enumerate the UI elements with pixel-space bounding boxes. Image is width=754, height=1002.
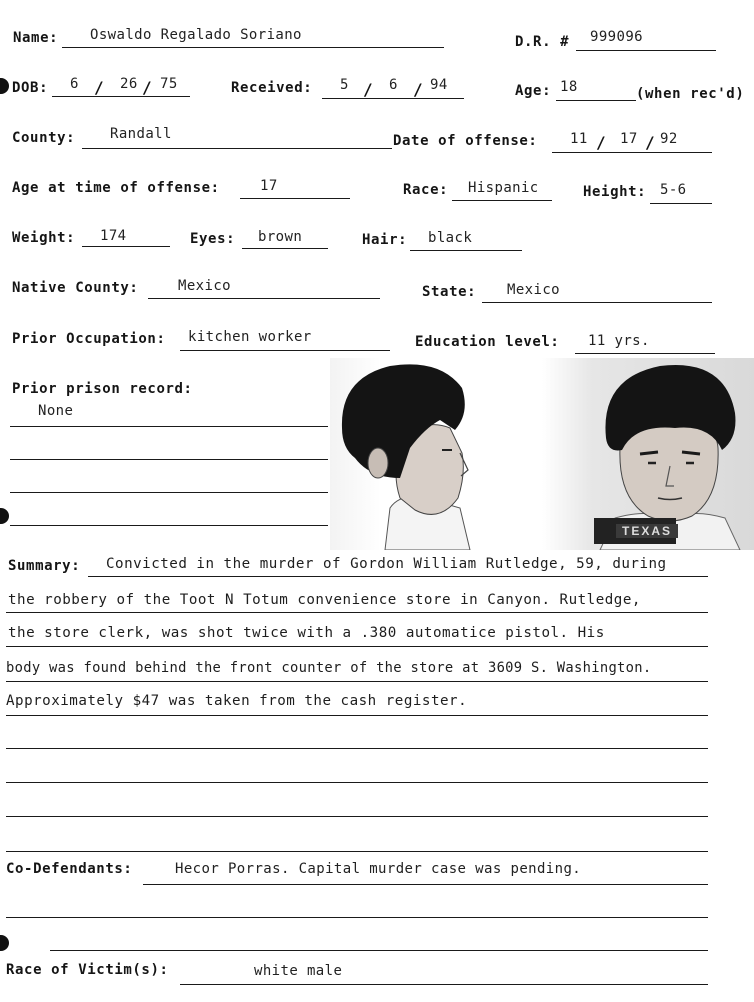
native-county-value: Mexico [178, 278, 231, 294]
dr-label: D.R. # [515, 34, 570, 50]
offense-day: 17 [620, 131, 638, 147]
summary-rule [6, 681, 708, 682]
age-offense-label: Age at time of offense: [12, 180, 220, 196]
weight-label: Weight: [12, 230, 76, 246]
placard-text: TEXAS [616, 524, 678, 538]
county-line [82, 148, 392, 149]
eyes-line [242, 248, 328, 249]
offense-date-label: Date of offense: [393, 133, 538, 149]
received-line [322, 98, 464, 99]
codefendants-rule [6, 917, 708, 918]
codefendants-label: Co-Defendants: [6, 861, 133, 877]
native-county-line [148, 298, 380, 299]
summary-rule [6, 715, 708, 716]
received-day: 6 [389, 77, 398, 93]
offense-month: 11 [570, 131, 588, 147]
binder-hole-mark [0, 508, 9, 524]
dob-year: 75 [160, 76, 178, 92]
prior-record-value: None [38, 403, 74, 419]
state-label: State: [422, 284, 477, 300]
hair-label: Hair: [362, 232, 408, 248]
height-value: 5-6 [660, 182, 687, 198]
age-line [556, 100, 636, 101]
prior-record-line [10, 426, 328, 427]
summary-rule [6, 782, 708, 783]
height-line [650, 203, 712, 204]
codefendants-rule [50, 950, 708, 951]
name-value: Oswaldo Regalado Soriano [90, 27, 302, 43]
occupation-value: kitchen worker [188, 329, 312, 345]
height-label: Height: [583, 184, 647, 200]
education-line [575, 353, 715, 354]
received-year: 94 [430, 77, 448, 93]
date-separator: / [94, 78, 104, 97]
county-label: County: [12, 130, 76, 146]
summary-label: Summary: [8, 558, 81, 574]
received-month: 5 [340, 77, 349, 93]
summary-line-3: the store clerk, was shot twice with a .380 automatice pistol. His [8, 625, 605, 641]
dr-line [576, 50, 716, 51]
mugshot-photos [330, 358, 754, 550]
name-label: Name: [13, 30, 59, 46]
native-county-label: Native County: [12, 280, 139, 296]
mugshot-illustration [330, 358, 754, 550]
prior-record-line [10, 525, 328, 526]
summary-rule [6, 851, 708, 852]
date-separator: / [596, 133, 606, 152]
codefendants-value: Hecor Porras. Capital murder case was pending. [175, 861, 582, 877]
race-line [452, 200, 552, 201]
occupation-label: Prior Occupation: [12, 331, 166, 347]
age-offense-line [240, 198, 350, 199]
offense-year: 92 [660, 131, 678, 147]
codefendants-line [143, 884, 708, 885]
age-note: (when rec'd) [636, 86, 745, 102]
name-line [62, 47, 444, 48]
county-value: Randall [110, 126, 172, 142]
prior-record-line [10, 492, 328, 493]
date-separator: / [413, 80, 423, 99]
race-value: Hispanic [468, 180, 539, 196]
age-value: 18 [560, 79, 578, 95]
binder-hole-mark [0, 78, 9, 94]
dob-day: 26 [120, 76, 138, 92]
prior-record-label: Prior prison record: [12, 381, 193, 397]
date-separator: / [142, 78, 152, 97]
dob-line [52, 96, 190, 97]
victim-line [180, 984, 708, 985]
weight-value: 174 [100, 228, 127, 244]
received-label: Received: [231, 80, 313, 96]
summary-line-2: the robbery of the Toot N Totum convenience store in Canyon. Rutledge, [8, 592, 641, 608]
weight-line [82, 246, 170, 247]
binder-hole-mark [0, 935, 9, 951]
dob-month: 6 [70, 76, 79, 92]
race-label: Race: [403, 182, 449, 198]
hair-value: black [428, 230, 473, 246]
date-separator: / [645, 133, 655, 152]
eyes-label: Eyes: [190, 231, 236, 247]
occupation-line [180, 350, 390, 351]
dr-value: 999096 [590, 29, 643, 45]
summary-line-5: Approximately $47 was taken from the cash register. [6, 693, 468, 709]
hair-line [410, 250, 522, 251]
summary-rule [6, 646, 708, 647]
prior-record-line [10, 459, 328, 460]
education-value: 11 yrs. [588, 333, 650, 349]
summary-rule [6, 612, 708, 613]
summary-line-1: Convicted in the murder of Gordon William Rutledge, 59, during [106, 556, 667, 572]
age-offense-value: 17 [260, 178, 278, 194]
offense-date-line [552, 152, 712, 153]
state-line [482, 302, 712, 303]
age-label: Age: [515, 83, 552, 99]
profile-photo [342, 364, 470, 550]
state-value: Mexico [507, 282, 560, 298]
victim-value: white male [254, 963, 343, 979]
victim-label: Race of Victim(s): [6, 962, 169, 978]
summary-rule [6, 816, 708, 817]
education-label: Education level: [415, 334, 560, 350]
summary-line-4: body was found behind the front counter of the store at 3609 S. Washington. [6, 660, 652, 676]
dob-label: DOB: [12, 80, 49, 96]
summary-rule [88, 576, 708, 577]
date-separator: / [363, 80, 373, 99]
eyes-value: brown [258, 229, 303, 245]
summary-rule [6, 748, 708, 749]
frontal-photo [594, 365, 740, 550]
